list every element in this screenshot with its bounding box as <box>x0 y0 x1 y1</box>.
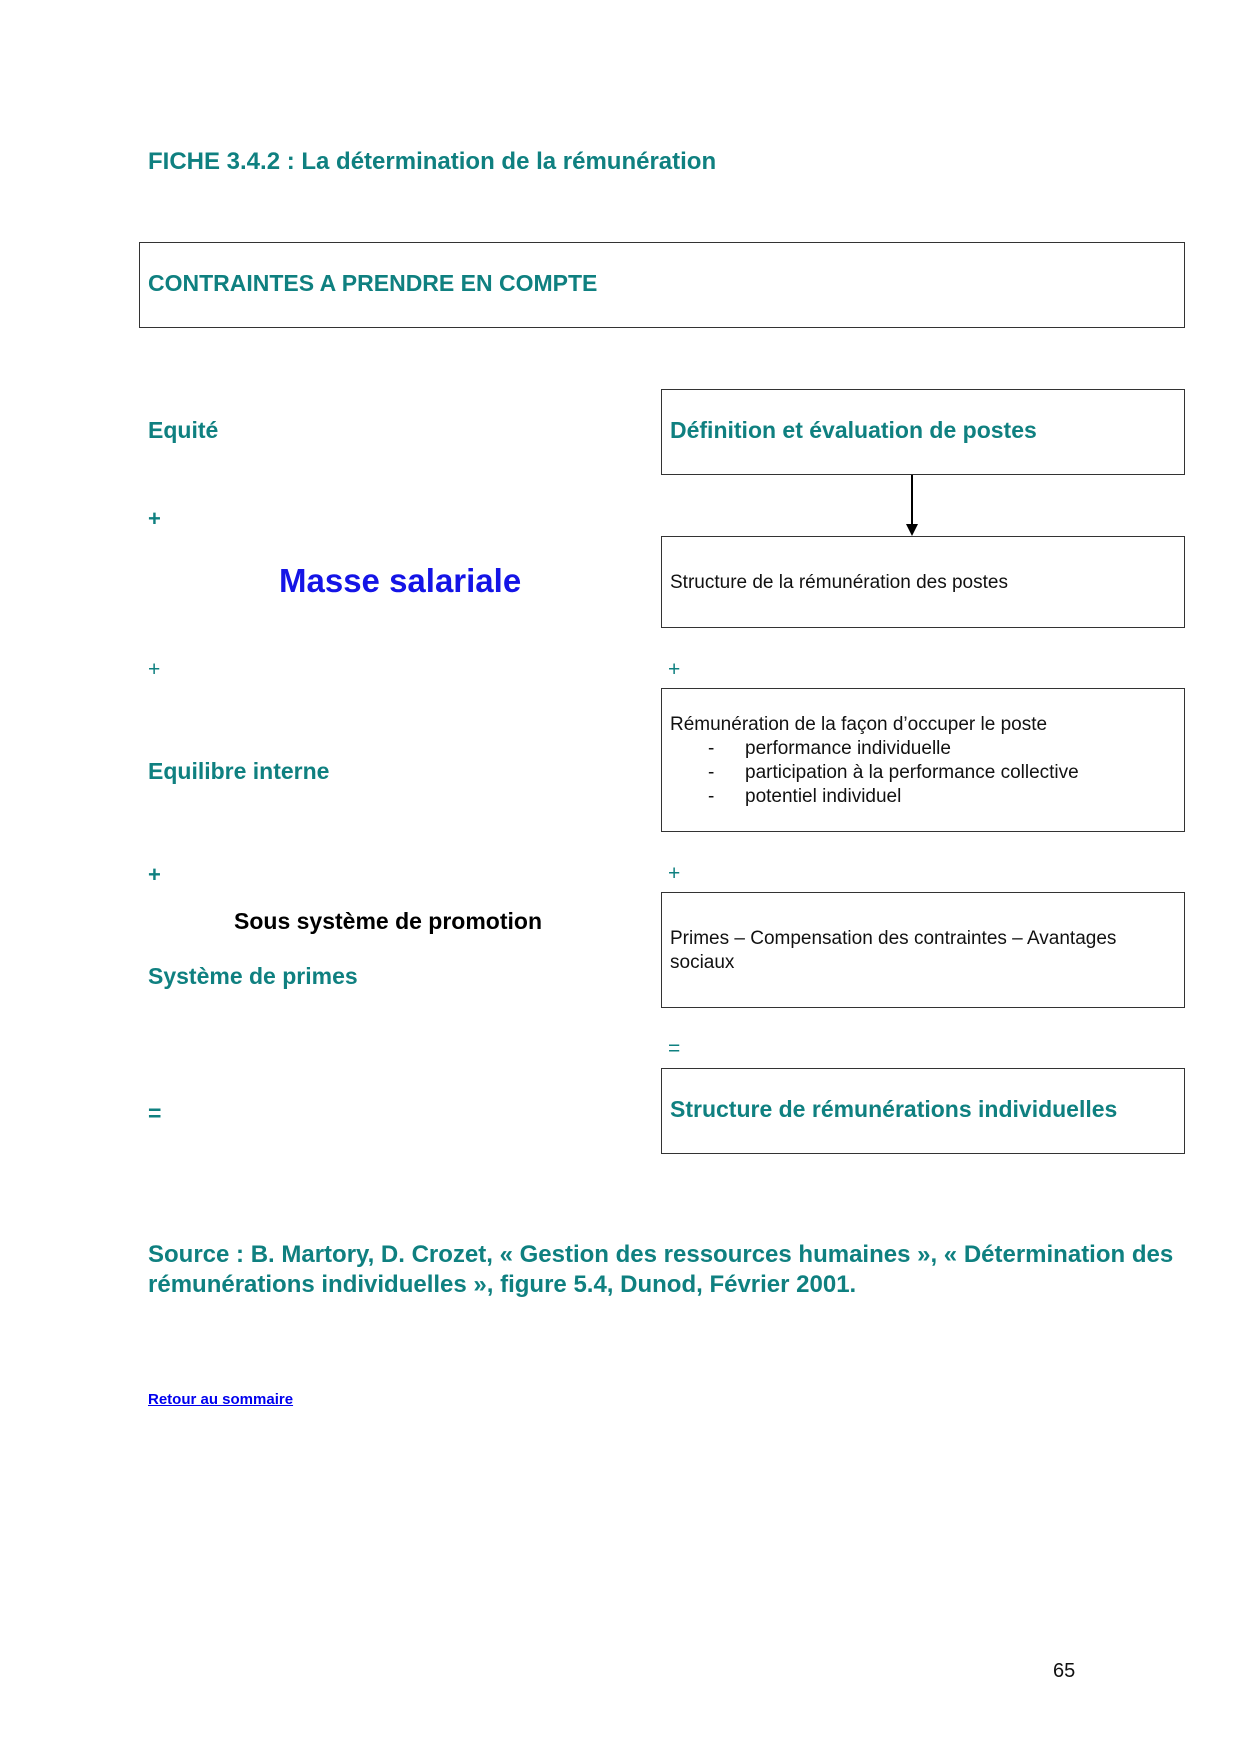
equals-sign-left: = <box>148 1100 162 1126</box>
list-item: - participation à la performance collective <box>708 762 1079 783</box>
primes-box <box>661 892 1185 1008</box>
page-title: FICHE 3.4.2 : La détermination de la rémunération <box>148 148 717 175</box>
bullet-dash: - <box>708 786 715 807</box>
plus-sign-left-2: + <box>148 658 161 681</box>
facon-occuper-poste-title: Rémunération de la façon d’occuper le poste <box>670 714 1048 735</box>
facon-occuper-poste-content <box>670 713 1079 809</box>
equals-sign-right: = <box>668 1037 681 1060</box>
systeme-primes-label: Système de primes <box>148 963 358 989</box>
plus-sign-right-2: + <box>668 862 681 885</box>
bullet-dash: - <box>708 762 715 783</box>
structure-postes-label: Structure de la rémunération des postes <box>670 572 1008 593</box>
list-item: - potentiel individuel <box>708 786 902 807</box>
source-citation: Source : B. Martory, D. Crozet, « Gestion des ressources humaines », « Détermination des rémunérations individuelles », figure 5.4, Dunod, Février 2001. <box>148 1241 1174 1298</box>
return-to-summary-link[interactable]: Retour au sommaire <box>148 1391 294 1408</box>
equilibre-interne-label: Equilibre interne <box>148 758 330 784</box>
remunerations-individuelles-label: Structure de rémunérations individuelles <box>670 1096 1118 1122</box>
structure-postes-box <box>661 536 1185 628</box>
page-number: 65 <box>1053 1660 1076 1682</box>
masse-salariale-label: Masse salariale <box>279 562 522 599</box>
remunerations-individuelles-box <box>661 1068 1185 1154</box>
constraints-header-box <box>139 242 1185 328</box>
bullet-dash: - <box>708 738 715 759</box>
definition-evaluation-label: Définition et évaluation de postes <box>670 417 1037 443</box>
primes-label: Primes – Compensation des contraintes – Avantages sociaux <box>670 928 1117 973</box>
facon-occuper-poste-box <box>661 688 1185 832</box>
constraints-header-label: CONTRAINTES A PRENDRE EN COMPTE <box>148 270 598 296</box>
list-item: - performance individuelle <box>708 738 951 759</box>
plus-sign-left-3: + <box>148 862 161 887</box>
criteria-list <box>670 737 1079 809</box>
equite-label: Equité <box>148 417 219 443</box>
plus-sign-right-1: + <box>668 658 681 681</box>
down-arrow-icon <box>903 475 921 537</box>
definition-evaluation-box <box>661 389 1185 475</box>
plus-sign-left-1: + <box>148 506 161 531</box>
sous-systeme-promotion-label: Sous système de promotion <box>234 908 543 934</box>
